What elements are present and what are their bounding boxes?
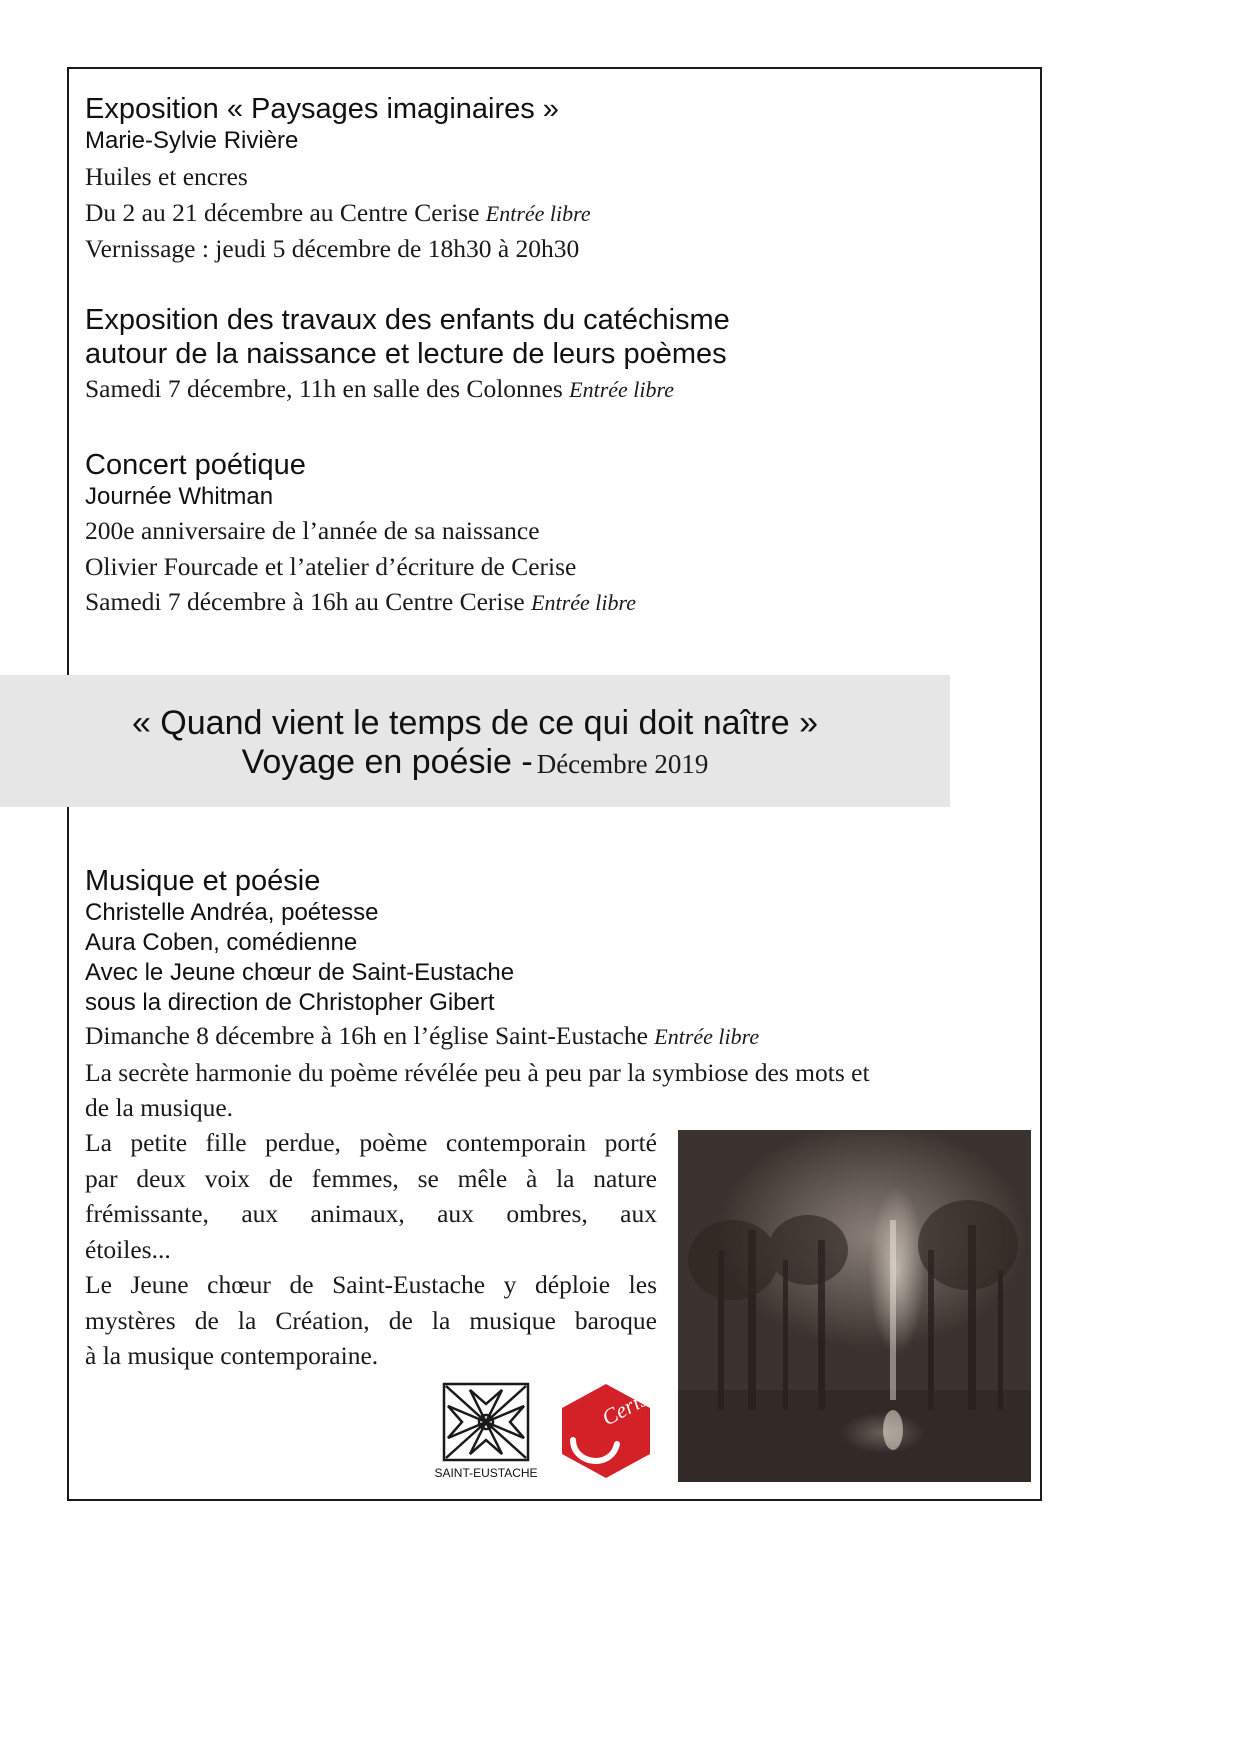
entry-libre-label: Entrée libre — [654, 1024, 760, 1049]
cerise-wordmark: Cerise — [597, 1382, 654, 1431]
cerise-hexagon-icon — [559, 1382, 654, 1480]
section-title: Musique et poésie — [85, 865, 321, 897]
vernissage-text: Vernissage : jeudi 5 décembre de 18h30 à 20h30 — [85, 234, 580, 263]
paragraph-line: La petite fille perdue, poème contemporain porté — [85, 1128, 657, 1157]
section-subtitle: Journée Whitman — [85, 483, 274, 510]
banner-series-line — [0, 742, 950, 789]
section-title-line2: autour de la naissance et lecture de leurs poèmes — [85, 338, 727, 370]
when-line — [85, 371, 730, 408]
when-text: Samedi 7 décembre, 11h en salle des Colonnes — [85, 374, 563, 403]
section-title: Concert poétique — [85, 449, 306, 481]
artist-name: Marie-Sylvie Rivière — [85, 127, 299, 154]
section-paysages — [85, 92, 591, 267]
entry-libre-label: Entrée libre — [485, 200, 591, 226]
entry-libre-label: Entrée libre — [531, 590, 636, 615]
paragraph-line: Le Jeune chœur de Saint-Eustache y déploie les — [85, 1270, 657, 1299]
photo-silhouettes — [678, 1130, 1031, 1482]
paragraph-line: étoiles... — [85, 1234, 171, 1264]
intro-line: La secrète harmonie du poème révélée peu à peu par la symbiose des mots et — [85, 1057, 870, 1087]
banner-quote: « Quand vient le temps de ce qui doit naître » — [131, 704, 819, 742]
banner-series: Voyage en poésie - — [241, 743, 533, 781]
paragraph-line: à la musique contemporaine. — [85, 1341, 379, 1370]
paragraph-line: par deux voix de femmes, se mêle à la nature — [85, 1163, 657, 1193]
section-title: Exposition « Paysages imaginaires » — [85, 93, 559, 125]
section-title: Exposition des travaux des enfants du catéchisme — [85, 304, 730, 336]
dates-text: Du 2 au 21 décembre au Centre Cerise — [85, 197, 480, 227]
performers-text: Olivier Fourcade et l’atelier d’écriture de Cerise — [85, 551, 577, 581]
cerise-logo — [559, 1382, 654, 1480]
credit-line: Aura Coben, comédienne — [85, 929, 358, 956]
intro-line: de la musique. — [85, 1093, 234, 1122]
banner-date: Décembre 2019 — [536, 749, 709, 779]
when-line — [85, 584, 636, 621]
paragraph-line: frémissante, aux animaux, aux ombres, aux — [85, 1199, 657, 1228]
medium-text: Huiles et encres — [85, 162, 248, 191]
section-catechisme — [85, 303, 730, 408]
entry-libre-label: Entrée libre — [569, 377, 675, 402]
section-musique — [85, 864, 870, 1126]
saint-eustache-star-icon — [430, 1380, 542, 1466]
paragraph-line: mystères de la Création, de la musique baroque — [85, 1305, 657, 1335]
when-line — [85, 1018, 870, 1055]
credit-line: Christelle Andréa, poétesse — [85, 899, 379, 926]
when-text: Samedi 7 décembre à 16h au Centre Cerise — [85, 587, 525, 616]
saint-eustache-logo — [430, 1380, 542, 1482]
event-photo — [678, 1130, 1031, 1482]
dates-line — [85, 195, 591, 232]
anniversary-text: 200e anniversaire de l’année de sa naissance — [85, 516, 540, 545]
credit-line: Avec le Jeune chœur de Saint-Eustache — [85, 959, 515, 986]
paragraph-petite-fille — [85, 1125, 657, 1374]
section-concert — [85, 448, 636, 621]
credit-line: sous la direction de Christopher Gibert — [85, 989, 495, 1016]
saint-eustache-label: SAINT-EUSTACHE — [434, 1466, 538, 1480]
when-text: Dimanche 8 décembre à 16h en l’église Saint-Eustache — [85, 1021, 648, 1050]
